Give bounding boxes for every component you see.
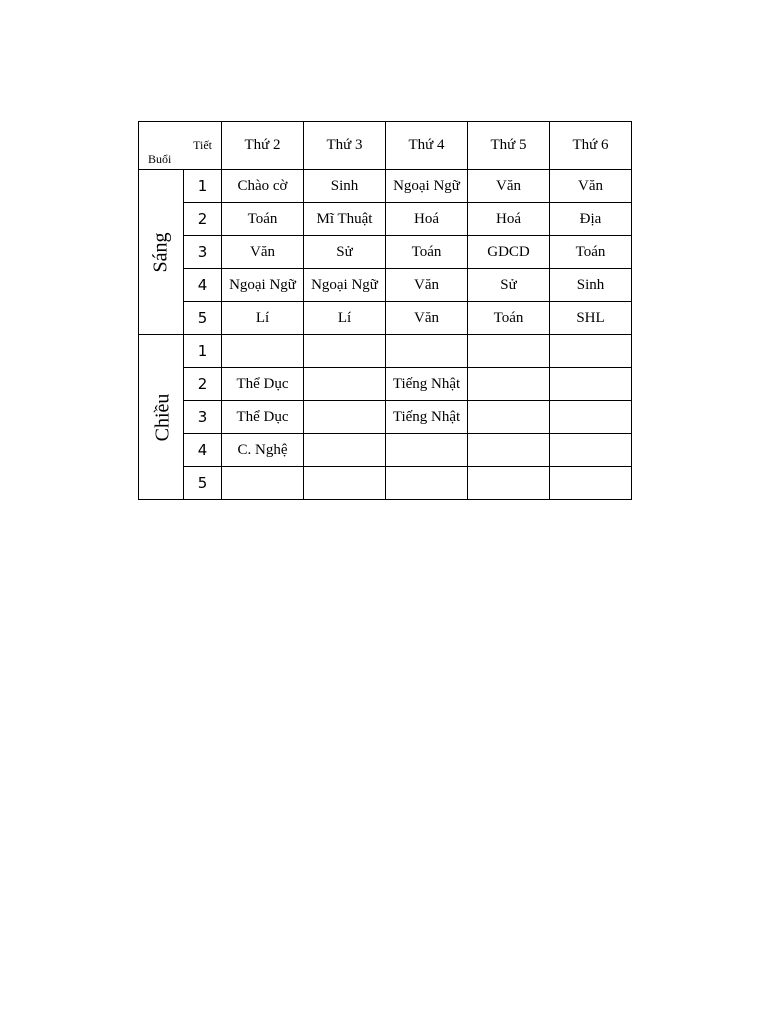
day-header: Thứ 4 [386, 122, 468, 170]
subject-cell: Toán [386, 236, 468, 269]
subject-cell: Ngoại Ngữ [386, 170, 468, 203]
subject-cell: Văn [386, 269, 468, 302]
subject-cell [550, 401, 632, 434]
subject-cell: Mĩ Thuật [304, 203, 386, 236]
subject-cell: Lí [304, 302, 386, 335]
table-row [139, 269, 632, 302]
subject-cell [304, 401, 386, 434]
corner-session-label: Buổi [148, 152, 172, 166]
table-row [139, 203, 632, 236]
table-row [139, 236, 632, 269]
table-row [139, 434, 632, 467]
subject-cell: Toán [468, 302, 550, 335]
subject-cell [468, 335, 550, 368]
subject-cell [304, 434, 386, 467]
period-cell: 5 [184, 302, 222, 335]
subject-cell: Hoá [386, 203, 468, 236]
subject-cell: Sinh [550, 269, 632, 302]
subject-cell [386, 434, 468, 467]
subject-cell: Tiếng Nhật [386, 368, 468, 401]
subject-cell [468, 434, 550, 467]
day-header: Thứ 2 [222, 122, 304, 170]
header-row [139, 122, 632, 170]
period-cell: 2 [184, 368, 222, 401]
subject-cell [304, 368, 386, 401]
subject-cell: Văn [468, 170, 550, 203]
period-cell: 3 [184, 401, 222, 434]
subject-cell: Toán [222, 203, 304, 236]
subject-cell [222, 467, 304, 500]
subject-cell: GDCD [468, 236, 550, 269]
subject-cell: C. Nghệ [222, 434, 304, 467]
period-cell: 3 [184, 236, 222, 269]
subject-cell: Toán [550, 236, 632, 269]
subject-cell: Sinh [304, 170, 386, 203]
subject-cell: Sử [468, 269, 550, 302]
period-cell: 4 [184, 269, 222, 302]
table-row [139, 368, 632, 401]
subject-cell: Văn [222, 236, 304, 269]
subject-cell: Ngoại Ngữ [304, 269, 386, 302]
table-row [139, 170, 632, 203]
period-cell: 5 [184, 467, 222, 500]
subject-cell: Chào cờ [222, 170, 304, 203]
subject-cell [550, 368, 632, 401]
session-label: Chiều [151, 393, 174, 441]
subject-cell: Lí [222, 302, 304, 335]
subject-cell [222, 335, 304, 368]
session-label: Sáng [149, 232, 172, 272]
subject-cell: Thể Dục [222, 368, 304, 401]
day-header: Thứ 6 [550, 122, 632, 170]
corner-period-label: Tiết [193, 138, 212, 152]
subject-cell: Sử [304, 236, 386, 269]
subject-cell [386, 467, 468, 500]
session-cell-morning [139, 170, 184, 335]
day-header: Thứ 5 [468, 122, 550, 170]
subject-cell [468, 467, 550, 500]
table-row [139, 302, 632, 335]
table-row [139, 467, 632, 500]
subject-cell [550, 434, 632, 467]
subject-cell [304, 335, 386, 368]
subject-cell: Ngoại Ngữ [222, 269, 304, 302]
day-header: Thứ 3 [304, 122, 386, 170]
subject-cell [550, 467, 632, 500]
subject-cell [468, 368, 550, 401]
session-cell-afternoon [139, 335, 184, 500]
subject-cell: Địa [550, 203, 632, 236]
table-row [139, 401, 632, 434]
corner-cell [139, 122, 222, 170]
period-cell: 1 [184, 170, 222, 203]
subject-cell: Thể Dục [222, 401, 304, 434]
subject-cell [386, 335, 468, 368]
period-cell: 4 [184, 434, 222, 467]
timetable [138, 121, 632, 500]
subject-cell [304, 467, 386, 500]
subject-cell [468, 401, 550, 434]
subject-cell: Văn [550, 170, 632, 203]
subject-cell: SHL [550, 302, 632, 335]
subject-cell: Hoá [468, 203, 550, 236]
period-cell: 2 [184, 203, 222, 236]
subject-cell: Tiếng Nhật [386, 401, 468, 434]
period-cell: 1 [184, 335, 222, 368]
subject-cell [550, 335, 632, 368]
subject-cell: Văn [386, 302, 468, 335]
table-row [139, 335, 632, 368]
